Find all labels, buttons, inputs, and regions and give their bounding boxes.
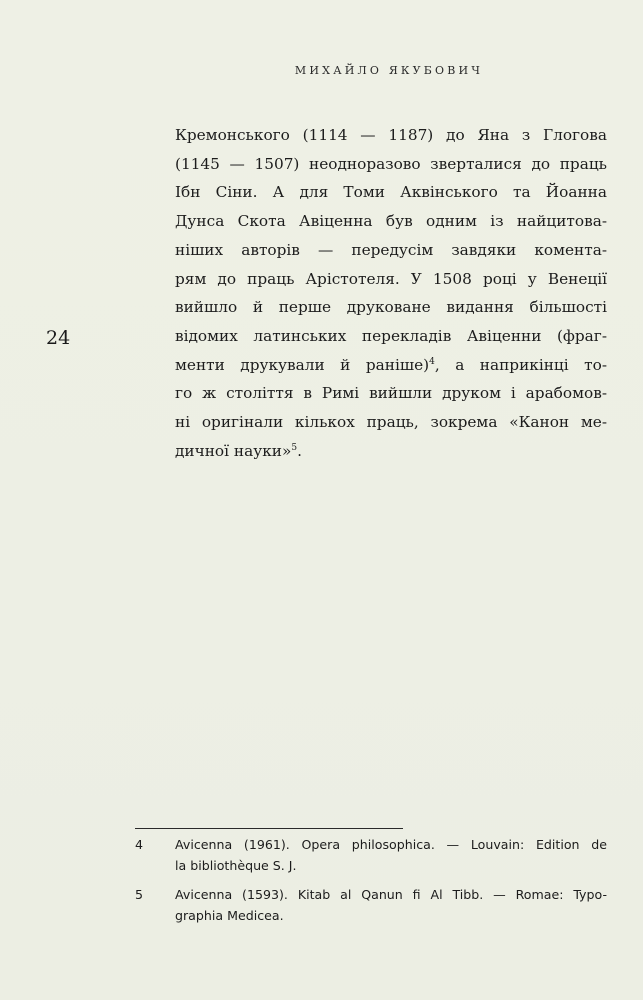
running-header: МИХАЙЛО ЯКУБОВИЧ [294, 64, 484, 77]
page-number: 24 [46, 327, 71, 349]
text-line: Кремонського (1114 — 1187) до Яна з Глогова [175, 126, 607, 144]
text-fragment: . [297, 441, 302, 460]
text-line: го ж століття в Римі вийшли друком і арабомов- [175, 384, 607, 403]
footnote-5 [135, 884, 607, 926]
text-line [175, 437, 607, 466]
text-line: Дунса Скота Авіценна був одним із найцитова- [175, 212, 607, 231]
text-line: відомих латинських перекладів Авіценни (фраг- [175, 326, 607, 345]
text-line: Ібн Сіни. А для Томи Аквінського та Йоанна [175, 183, 607, 202]
footnote-ref-4[interactable]: 4 [429, 356, 435, 367]
text-line: (1145 — 1507) неодноразово зверталися до праць [175, 154, 607, 173]
body-paragraph [175, 121, 607, 465]
footnote-divider [135, 828, 403, 829]
text-line [175, 351, 607, 380]
footnote-text-line: la bibliothèque S. J. [175, 858, 297, 873]
footnote-text-line: Avicenna (1593). Kitab al Qanun fi Al Tibb. — Romae: Typo- [175, 887, 607, 902]
text-line: ніших авторів — передусім завдяки коментa- [175, 240, 607, 259]
footnote-ref-5[interactable]: 5 [291, 442, 298, 453]
text-line: рям до праць Арістотеля. У 1508 році у Венеції [175, 269, 607, 288]
footnote-number: 5 [135, 887, 144, 902]
text-line: ні оригінали кількох праць, зокрема «Канон ме- [175, 413, 607, 432]
footnote-number: 4 [135, 837, 144, 852]
footnote-text-line: graphia Medicea. [175, 908, 284, 923]
footnotes [135, 834, 607, 934]
text-fragment: , а наприкінці то- [434, 355, 607, 374]
footnote-4 [135, 834, 607, 876]
text-fragment: менти друкували й раніше) [175, 355, 430, 374]
footnote-text-line: Avicenna (1961). Opera philosophica. — Louvain: Edition de [175, 837, 607, 852]
text-fragment: дичної науки» [175, 441, 292, 460]
text-line: вийшло й перше друковане видання більшості [175, 298, 607, 317]
